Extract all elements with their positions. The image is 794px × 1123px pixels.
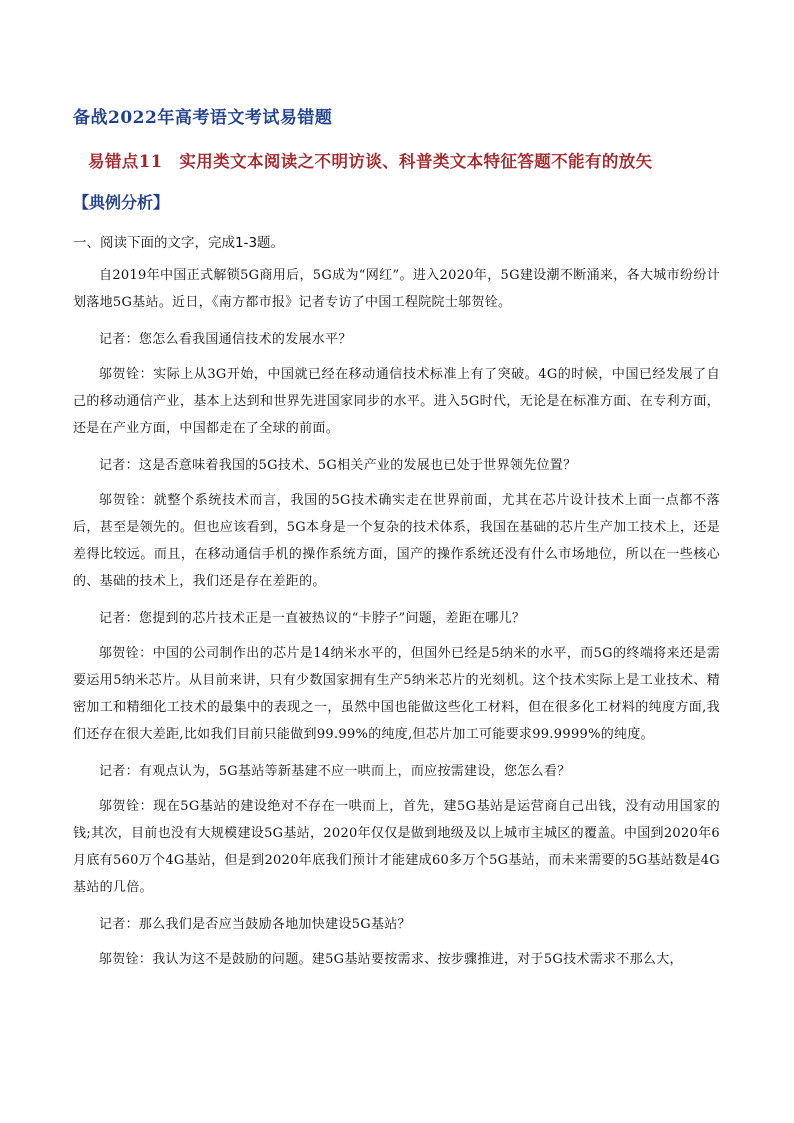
- question-instruction: 一、阅读下面的文字，完成1-3题。: [73, 235, 285, 251]
- paragraph-question-3: 记者：您提到的芯片技术正是一直被热议的“卡脖子”问题，差距在哪儿？: [99, 611, 526, 626]
- document-title: 备战2022年高考语文考试易错题: [73, 108, 333, 128]
- paragraph-question-4: 记者：有观点认为，5G基站等新基建不应一哄而上，而应按需建设，您怎么看？: [99, 764, 571, 779]
- paragraph-question-2: 记者：这是否意味着我国的5G技术、5G相关产业的发展也已处于世界领先位置？: [99, 458, 577, 473]
- paragraph-question-5: 记者：那么我们是否应当鼓励各地加快建设5G基站？: [99, 917, 411, 932]
- paragraph-answer-2: 邬贺铨：就整个系统技术而言，我国的5G技术确实走在世界前面，尤其在芯片设计技术上面一点都不落后，甚至是领先的。但也应该看到，5G本身是一个复杂的技术体系，我国在基础的芯片生产加工技术上，还是差得比较远。而且，在移动通信手机的操作系统方面，国产的操作系统还没有什么市场地位，所以在一些核心的、基础的技术上，我们还是存在差距的。: [73, 493, 720, 589]
- paragraph-question-1: 记者：您怎么看我国通信技术的发展水平？: [99, 332, 352, 347]
- paragraph-answer-4: 邬贺铨：现在5G基站的建设绝对不存在一哄而上，首先，建5G基站是运营商自己出钱，没有动用国家的钱;其次，目前也没有大规模建设5G基站，2020年仅仅是做到地级及以上城市主城区的覆盖。中国到2020年6月底有560万个4G基站，但是到2020年底我们预计才能建成60多万个5G基站，而未来需要的5G基站数是4G基站的几倍。: [73, 799, 720, 895]
- paragraph-answer-5: 邬贺铨：我认为这不是鼓励的问题。建5G基站要按需求、按步骤推进，对于5G技术需求不那么大，: [99, 952, 683, 967]
- article-body: [73, 262, 720, 983]
- paragraph-answer-1: 邬贺铨：实际上从3G开始，中国就已经在移动通信技术标准上有了突破。4G的时候，中国已经发展了自己的移动通信产业，基本上达到和世界先进国家同步的水平。进入5G时代，无论是在标准方面、在专利方面，还是在产业方面，中国都走在了全球的前面。: [73, 367, 720, 436]
- paragraph-intro: 自2019年中国正式解锁5G商用后，5G成为“网红”。进入2020年，5G建设潮不断涌来，各大城市纷纷计划落地5G基站。近日，《南方都市报》记者专访了中国工程院院士邬贺铨。: [73, 268, 720, 310]
- paragraph-answer-3: 邬贺铨：中国的公司制作出的芯片是14纳米水平的，但国外已经是5纳米的水平，而5G的终端将来还是需要运用5纳米芯片。从目前来讲，只有少数国家拥有生产5纳米芯片的光刻机。这个技术实际上是工业技术、精密加工和精细化工技术的最集中的表现之一，虽然中国也能做这些化工材料，但在很多化工材料的纯度方面,我们还存在很大差距,比如我们目前只能做到99.99%的纯度,但芯片加工可能要求99.9999%的纯度。: [73, 646, 720, 742]
- document-subtitle: 易错点11 实用类文本阅读之不明访谈、科普类文本特征答题不能有的放矢: [88, 152, 653, 171]
- section-heading: 【典例分析】: [73, 193, 170, 212]
